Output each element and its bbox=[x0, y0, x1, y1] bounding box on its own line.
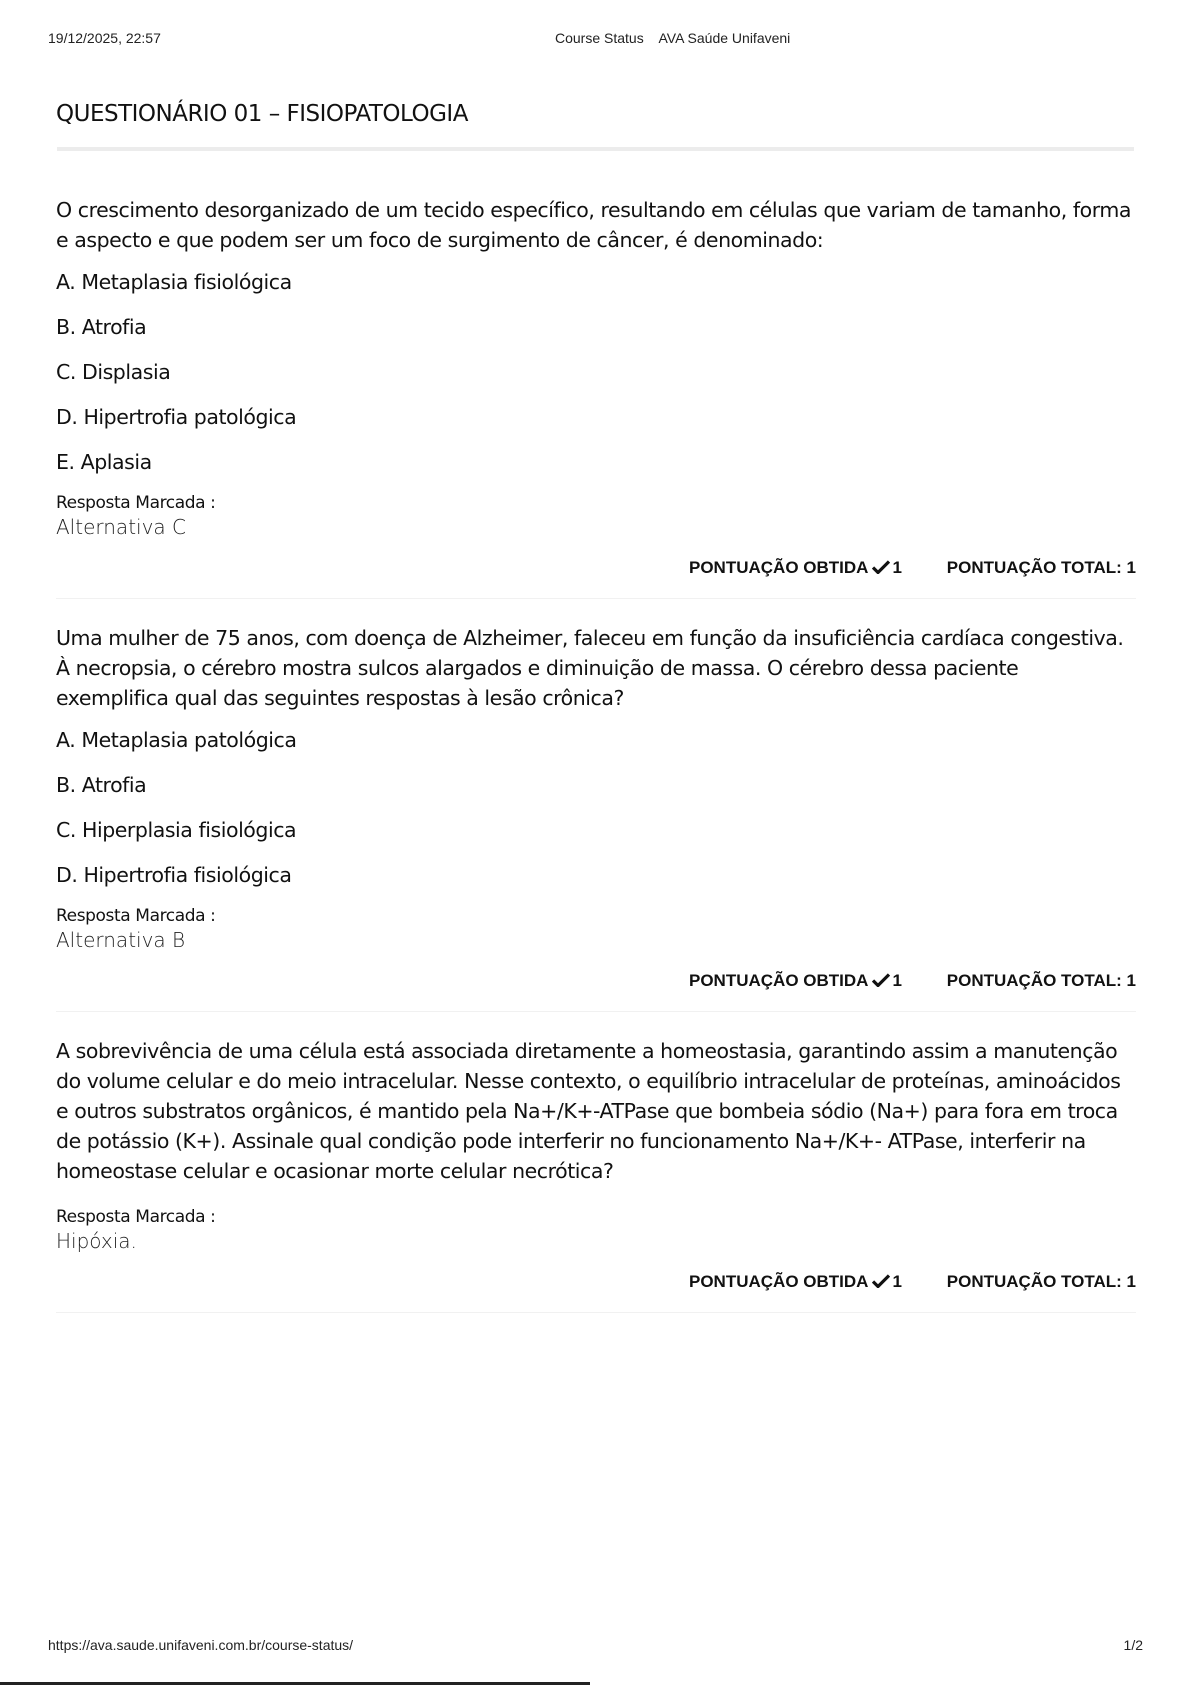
score-obtained-label: PONTUAÇÃO OBTIDA bbox=[689, 1272, 869, 1291]
score-total-value: 1 bbox=[1126, 971, 1136, 990]
questions-list bbox=[56, 195, 1136, 1337]
marked-answer-value: Alternativa C bbox=[56, 515, 186, 539]
question-2 bbox=[56, 623, 1136, 1012]
question-divider bbox=[56, 598, 1136, 599]
marked-answer-label: Resposta Marcada : bbox=[56, 1207, 216, 1227]
marked-answer-label: Resposta Marcada : bbox=[56, 906, 216, 926]
option-d: D. Hipertrofia patológica bbox=[56, 405, 297, 429]
score-row bbox=[56, 558, 1136, 588]
options-list bbox=[56, 725, 1136, 890]
print-date: 19/12/2025, 22:57 bbox=[48, 30, 161, 46]
score-obtained bbox=[689, 971, 902, 991]
score-total-value: 1 bbox=[1126, 558, 1136, 577]
marked-answer-value: Alternativa B bbox=[56, 928, 186, 952]
options-list bbox=[56, 267, 1136, 477]
score-obtained-value: 1 bbox=[892, 558, 902, 577]
question-divider bbox=[56, 1312, 1136, 1313]
check-icon bbox=[872, 973, 890, 987]
option-b: B. Atrofia bbox=[56, 315, 147, 339]
score-obtained-value: 1 bbox=[892, 1272, 902, 1291]
score-obtained-value: 1 bbox=[892, 971, 902, 990]
page-number: 1/2 bbox=[1123, 1637, 1143, 1653]
option-c: C. Displasia bbox=[56, 360, 171, 384]
score-total-label: PONTUAÇÃO TOTAL: bbox=[946, 971, 1122, 990]
score-total-label: PONTUAÇÃO TOTAL: bbox=[946, 1272, 1122, 1291]
score-total bbox=[947, 971, 1136, 991]
score-obtained-label: PONTUAÇÃO OBTIDA bbox=[689, 558, 869, 577]
question-1 bbox=[56, 195, 1136, 599]
option-e: E. Aplasia bbox=[56, 450, 152, 474]
score-obtained bbox=[689, 1272, 902, 1292]
page-url: https://ava.saude.unifaveni.com.br/course-status/ bbox=[48, 1637, 354, 1653]
score-total bbox=[947, 558, 1136, 578]
question-divider bbox=[56, 1011, 1136, 1012]
score-total-value: 1 bbox=[1126, 1272, 1136, 1291]
print-header bbox=[48, 30, 1143, 50]
option-c: C. Hiperplasia fisiológica bbox=[56, 818, 297, 842]
marked-answer-label: Resposta Marcada : bbox=[56, 493, 216, 513]
title-divider bbox=[57, 147, 1134, 151]
option-a: A. Metaplasia patológica bbox=[56, 728, 297, 752]
print-page-title: Course Status AVA Saúde Unifaveni bbox=[555, 30, 791, 46]
score-total bbox=[947, 1272, 1136, 1292]
score-total-label: PONTUAÇÃO TOTAL: bbox=[946, 558, 1122, 577]
check-icon bbox=[872, 560, 890, 574]
score-row bbox=[56, 1272, 1136, 1302]
option-d: D. Hipertrofia fisiológica bbox=[56, 863, 292, 887]
score-obtained bbox=[689, 558, 902, 578]
option-b: B. Atrofia bbox=[56, 773, 147, 797]
question-text: Uma mulher de 75 anos, com doença de Alzheimer, faleceu em função da insuficiência cardíaca congestiva. À necropsia, o cérebro mostra sulcos alargados e diminuição de massa. O cérebro dessa paciente exemplifica qual das seguintes respostas à lesão crônica? bbox=[56, 626, 1124, 710]
score-row bbox=[56, 971, 1136, 1001]
page-title: QUESTIONÁRIO 01 – FISIOPATOLOGIA bbox=[56, 101, 468, 127]
option-a: A. Metaplasia fisiológica bbox=[56, 270, 292, 294]
question-text: O crescimento desorganizado de um tecido específico, resultando em células que variam de tamanho, forma e aspecto e que podem ser um foco de surgimento de câncer, é denominado: bbox=[56, 198, 1131, 252]
question-text: A sobrevivência de uma célula está associada diretamente a homeostasia, garantindo assim a manutenção do volume celular e do meio intracelular. Nesse contexto, o equilíbrio intracelular de proteínas, aminoácidos e outros substratos orgânicos, é mantido pela Na+/K+-ATPase que bombeia sódio (Na+) para fora em troca de potássio (K+). Assinale qual condição pode interferir no funcionamento Na+/K+- ATPase, interferir na homeostase celular e ocasionar morte celular necrótica? bbox=[56, 1039, 1121, 1183]
check-icon bbox=[872, 1274, 890, 1288]
score-obtained-label: PONTUAÇÃO OBTIDA bbox=[689, 971, 869, 990]
question-3 bbox=[56, 1036, 1136, 1313]
marked-answer-value: Hipóxia. bbox=[56, 1229, 137, 1253]
